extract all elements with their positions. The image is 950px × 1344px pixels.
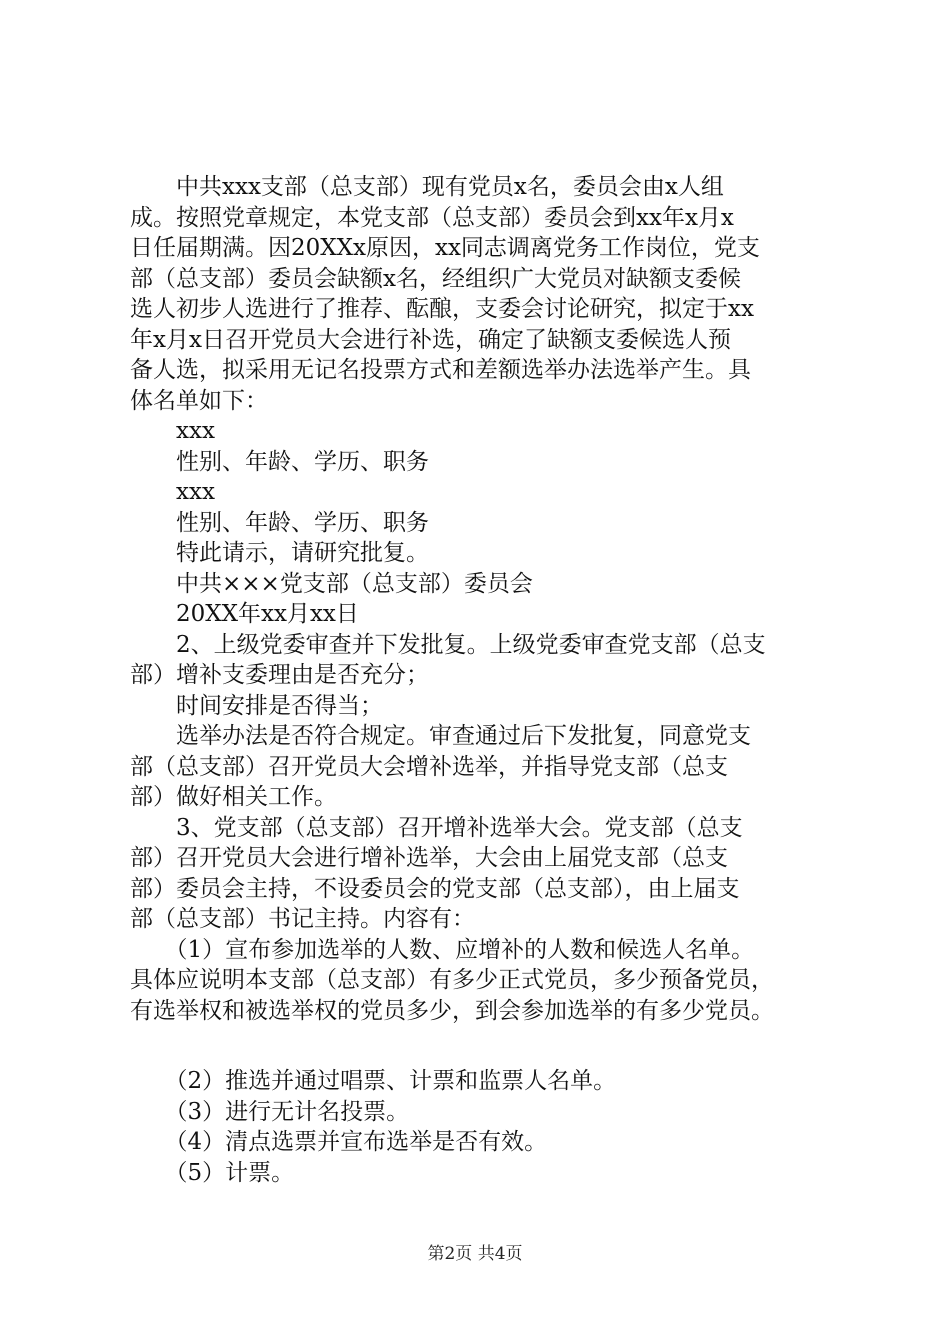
paragraph-line: 部）委员会主持，不设委员会的党支部（总支部），由上届支 [130,875,740,902]
list-item-line: 具体应说明本支部（总支部）有多少正式党员，多少预备党员， [130,967,774,993]
paragraph-line: 年x月x日召开党员大会进行补选，确定了缺额支委候选人预 [130,326,731,353]
request-closing-line: 特此请示，请研究批复。 [130,540,429,566]
paragraph-line: 备人选，拟采用无记名投票方式和差额选举办法选举产生。具 [130,357,751,383]
date-line: 20XX年xx月xx日 [130,601,359,627]
paragraph-gap [130,1026,850,1066]
paragraph-line: 时间安排是否得当； [130,692,383,719]
candidate-name-line: xxx [130,479,215,505]
paragraph-line: 部）做好相关工作。 [130,784,337,810]
paragraph-line: 部（总支部）召开党员大会增补选举，并指导党支部（总支 [130,753,728,780]
paragraph-line: 选人初步人选进行了推荐、酝酿，支委会讨论研究，拟定于xx [130,296,754,322]
paragraph-line: 部）召开党员大会进行增补选举，大会由上届党支部（总支 [130,845,728,871]
list-item-line: （1）宣布参加选举的人数、应增补的人数和候选人名单。 [130,936,755,963]
paragraph-line: 选举办法是否符合规定。审查通过后下发批复，同意党支 [130,723,751,749]
candidate-info-line: 性别、年龄、学历、职务 [130,509,429,536]
paragraph-line: 部（总支部）委员会缺额x名，经组织广大党员对缺额支委候 [130,265,741,292]
paragraph-line: 日任届期满。因20XXx原因，xx同志调离党务工作岗位，党支 [130,235,760,261]
page-number-footer: 第2页 共4页 [427,1244,523,1264]
list-item-line: （3）进行无计名投票。 [130,1098,410,1125]
paragraph-line: 中共xxx支部（总支部）现有党员x名，委员会由x人组 [130,174,724,200]
paragraph-line: 成。按照党章规定，本党支部（总支部）委员会到xx年x月x [130,204,734,231]
paragraph-line: 3、党支部（总支部）召开增补选举大会。党支部（总支 [130,814,743,841]
candidate-info-line: 性别、年龄、学历、职务 [130,448,429,475]
paragraph-line: 部（总支部）书记主持。内容有： [130,906,475,932]
list-item-line: （5）计票。 [130,1159,295,1186]
candidate-name-line: xxx [130,418,215,444]
list-item-line: 有选举权和被选举权的党员多少，到会参加选举的有多少党员。 [130,997,774,1024]
document-body [130,172,850,1188]
paragraph-line: 部）增补支委理由是否充分； [130,662,429,688]
paragraph-line: 体名单如下： [130,387,268,414]
signature-line: 中共×××党支部（总支部）委员会 [130,570,533,597]
paragraph-line: 2、上级党委审查并下发批复。上级党委审查党支部（总支 [130,631,766,658]
list-item-line: （2）推选并通过唱票、计票和监票人名单。 [130,1068,617,1094]
list-item-line: （4）清点选票并宣布选举是否有效。 [130,1129,548,1155]
